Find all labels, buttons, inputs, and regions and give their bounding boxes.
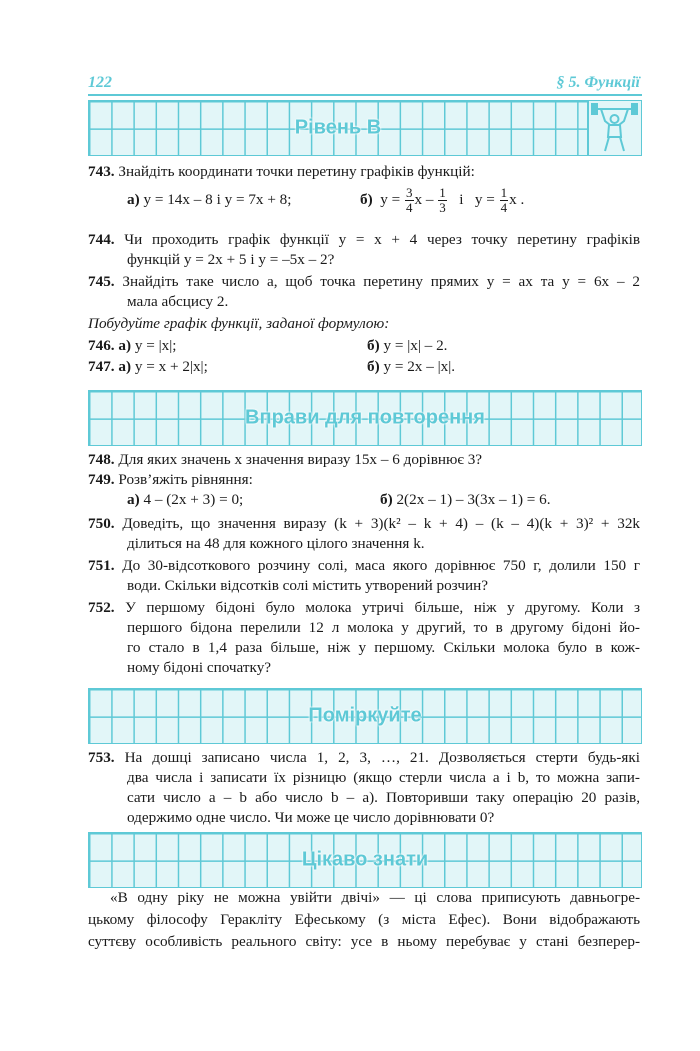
exercise-747-b: б) y = 2x – |x|. <box>367 358 456 375</box>
exercise-753-line4: одержимо одне число. Чи може це число дорівнювати 0? <box>127 809 495 826</box>
exercise-751-line2: води. Скільки відсотків солі містить утворений розчин? <box>127 577 489 594</box>
section-title: § 5. Функції <box>556 74 640 91</box>
interesting-band <box>88 832 642 888</box>
exercise-743-b: б) y = $\frac{3}{4}$ x – $\frac{1}{3}$ і y = $\frac{1}{4}$ x . <box>360 185 525 216</box>
weightlifter-icon <box>588 100 642 156</box>
exercise-745-line1: 745. Знайдіть таке число a, щоб точка перетину прямих y = ax та y = 6x – 2 <box>88 273 640 290</box>
exercise-752-line2: першого бідона перелили 12 л молока у другий, то в другому бідоні йо- <box>127 619 640 636</box>
exercise-745-line2: мала абсцису 2. <box>127 293 229 310</box>
exercise-752-line4: ному бідоні спочатку? <box>127 659 272 676</box>
graph-instructions: Побудуйте графік функції, заданої формулою: <box>88 315 390 332</box>
exercise-744-line2: функцій y = 2x + 5 і y = –5x – 2? <box>127 251 335 268</box>
interesting-title: Цікаво знати <box>301 848 429 871</box>
page-number: 122 <box>88 74 112 91</box>
think-band <box>88 688 642 744</box>
repetition-title: Вправи для повторення <box>245 406 485 429</box>
story-line2: цькому філософу Геракліту Ефеському (з міста Ефес). Вони відображають <box>88 911 640 928</box>
exercise-753-line2: два числа і записати їх різницю (якщо стерли числа a і b, то можна запи- <box>127 769 640 786</box>
level-b-band <box>88 100 588 156</box>
exercise-744-line1: 744. Чи проходить графік функції y = x + 4 через точку перетину графіків <box>88 231 640 248</box>
exercise-746: 746. а) y = |x|; <box>88 337 177 354</box>
story-line3: суттєву особливість реального світу: усе в ньому перебуває у стані безперер- <box>88 933 640 950</box>
exercise-749-b: б) 2(2x – 1) – 3(3x – 1) = 6. <box>380 491 551 508</box>
exercise-747: 747. а) y = x + 2|x|; <box>88 358 208 375</box>
exercise-752-line1: 752. У першому бідоні було молока утричі більше, ніж у другому. Коли з <box>88 599 640 616</box>
repetition-band <box>88 390 642 446</box>
exercise-748: 748. Для яких значень x значення виразу 15x – 6 дорівнює 3? <box>88 451 483 468</box>
exercise-753-line3: сати число a – b або число b – a). Повторивши таку операцію 20 разів, <box>127 789 640 806</box>
exercise-749-a: а) 4 – (2x + 3) = 0; <box>127 491 244 508</box>
exercise-746-b: б) y = |x| – 2. <box>367 337 448 354</box>
exercise-752-line3: го стало в 1,4 раза більше, ніж у першому. Скільки молока було в кож- <box>127 639 640 656</box>
level-b-title: Рівень В <box>294 116 382 139</box>
story-line1: «В одну ріку не можна увійти двічі» — ці слова приписують давньогре- <box>110 889 640 906</box>
exercise-743: 743. Знайдіть координати точки перетину графіків функцій: <box>88 163 475 180</box>
exercise-750-line1: 750. Доведіть, що значення виразу (k + 3)(k² – k + 4) – (k – 4)(k + 3)² + 32k <box>88 515 640 532</box>
exercise-750-line2: ділиться на 48 для кожного цілого значення k. <box>127 535 425 552</box>
exercise-743-a: а) y = 14x – 8 і y = 7x + 8; <box>127 191 292 208</box>
header-rule <box>88 94 642 96</box>
exercise-751-line1: 751. До 30-відсоткового розчину солі, маса якого дорівнює 750 г, долили 150 г <box>88 557 640 574</box>
think-title: Поміркуйте <box>308 704 422 727</box>
exercise-753-line1: 753. На дошці записано числа 1, 2, 3, …, 21. Дозволяється стерти будь-які <box>88 749 640 766</box>
exercise-749: 749. Розв’яжіть рівняння: <box>88 471 253 488</box>
